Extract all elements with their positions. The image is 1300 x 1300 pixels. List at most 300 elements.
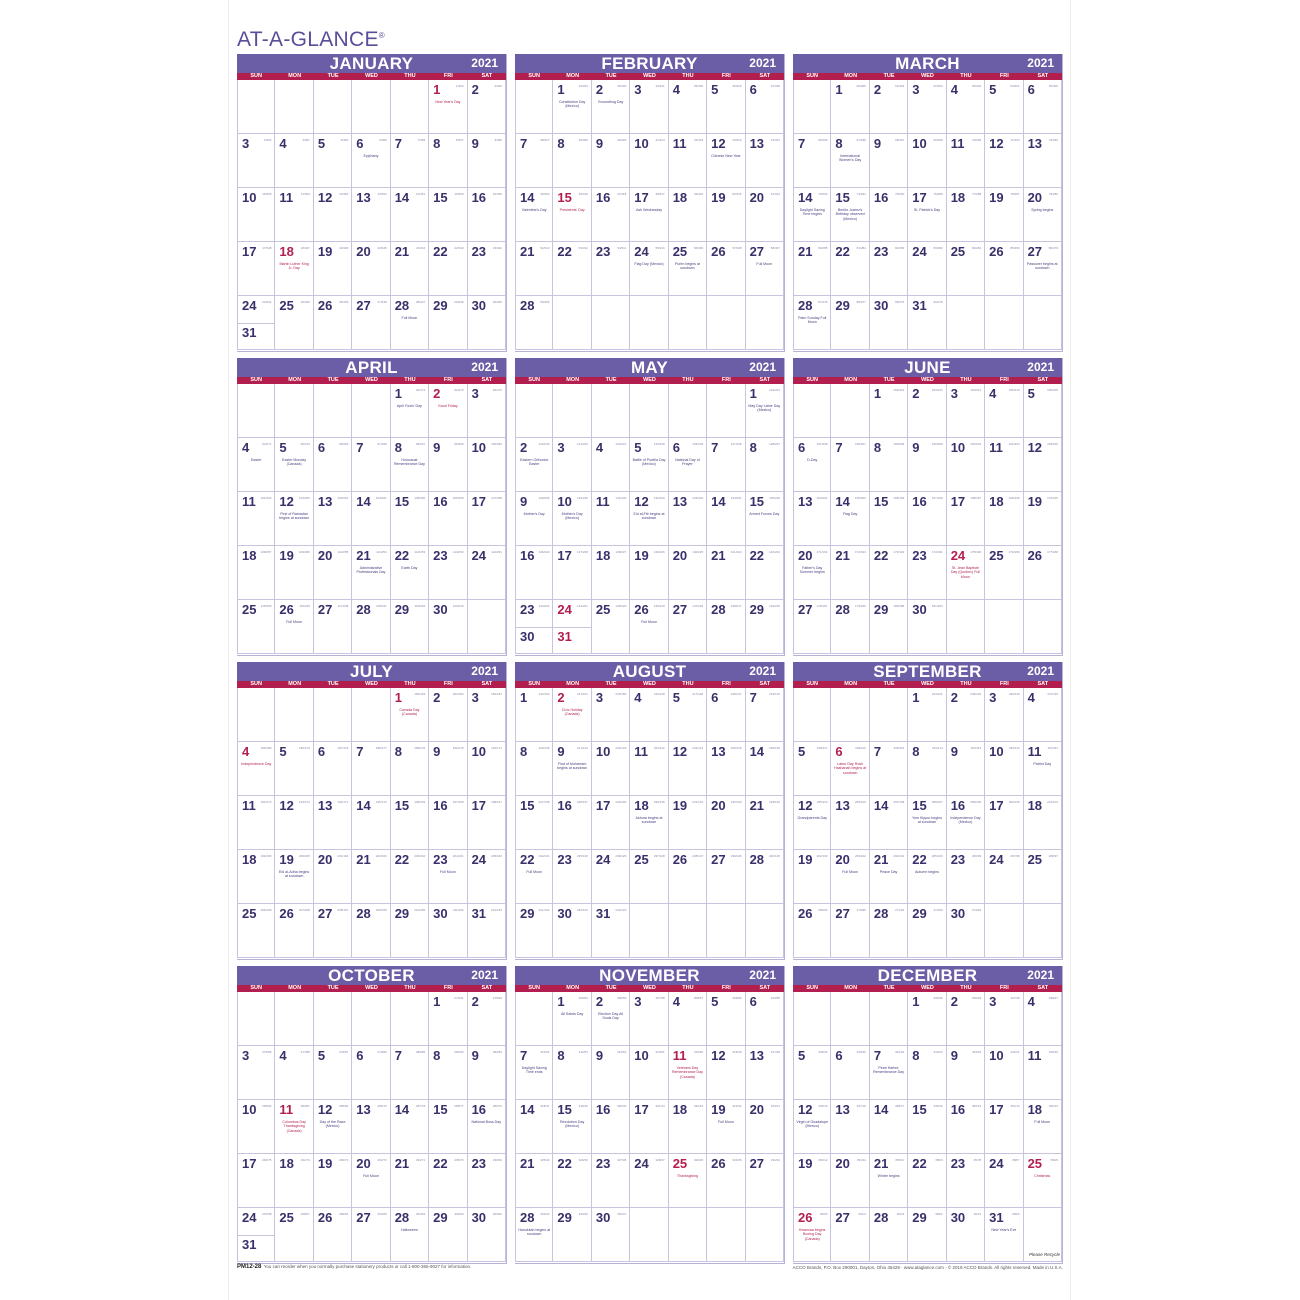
day-cell[interactable] [592,546,630,600]
day-cell[interactable] [707,492,745,546]
day-cell[interactable] [707,188,745,242]
day-cell[interactable] [669,796,707,850]
day-cell[interactable] [870,546,908,600]
day-cell[interactable] [1024,742,1062,796]
day-cell[interactable] [515,742,553,796]
day-cell[interactable] [352,1100,390,1154]
day-cell[interactable] [985,384,1023,438]
day-cell[interactable] [429,688,467,742]
day-cell[interactable] [592,80,630,134]
day-cell[interactable] [314,188,352,242]
day-cell[interactable] [707,796,745,850]
day-cell[interactable] [947,80,985,134]
day-cell[interactable] [515,188,553,242]
day-cell[interactable] [275,134,313,188]
day-cell[interactable] [553,1046,591,1100]
day-cell[interactable] [592,1208,630,1262]
day-cell[interactable] [630,992,668,1046]
day-cell[interactable] [908,850,946,904]
day-cell[interactable] [391,134,429,188]
day-cell[interactable] [515,1154,553,1208]
day-cell[interactable] [746,992,784,1046]
day-cell[interactable] [553,80,591,134]
day-cell[interactable] [468,688,506,742]
day-cell[interactable] [553,688,591,742]
day-cell[interactable] [870,492,908,546]
day-cell[interactable] [870,384,908,438]
day-cell[interactable] [1024,134,1062,188]
day-cell[interactable] [1024,546,1062,600]
day-cell[interactable] [793,438,831,492]
day-cell[interactable] [275,492,313,546]
day-cell[interactable] [352,904,390,958]
day-cell[interactable] [515,904,553,958]
day-cell[interactable] [1024,850,1062,904]
day-cell[interactable] [746,80,784,134]
day-cell[interactable] [1024,384,1062,438]
day-cell[interactable] [592,600,630,654]
day-cell[interactable] [515,134,553,188]
day-cell[interactable] [630,80,668,134]
day-cell[interactable] [237,492,275,546]
day-cell[interactable] [352,188,390,242]
day-cell[interactable] [429,992,467,1046]
day-cell[interactable] [707,242,745,296]
day-cell[interactable] [630,546,668,600]
day-cell[interactable] [429,296,467,350]
day-cell[interactable] [468,546,506,600]
day-cell[interactable] [592,242,630,296]
day-cell[interactable] [831,796,869,850]
day-cell[interactable] [985,134,1023,188]
day-cell[interactable] [515,546,553,600]
day-cell[interactable] [468,1208,506,1262]
day-cell[interactable] [947,904,985,958]
day-cell[interactable] [592,492,630,546]
day-cell[interactable] [237,1208,275,1262]
day-cell[interactable] [746,1046,784,1100]
day-cell[interactable] [237,134,275,188]
day-cell[interactable] [746,742,784,796]
day-cell[interactable] [669,242,707,296]
day-cell[interactable] [275,1154,313,1208]
day-cell[interactable] [669,1154,707,1208]
day-cell[interactable] [237,1046,275,1100]
day-cell[interactable] [793,796,831,850]
day-cell[interactable] [391,546,429,600]
day-cell[interactable] [985,992,1023,1046]
day-cell[interactable] [947,1046,985,1100]
day-cell[interactable] [429,1208,467,1262]
day-cell[interactable] [908,688,946,742]
day-cell[interactable] [468,80,506,134]
day-cell[interactable] [908,296,946,350]
day-cell[interactable] [831,492,869,546]
day-cell[interactable] [793,134,831,188]
day-cell[interactable] [831,1046,869,1100]
day-cell[interactable] [669,688,707,742]
day-cell[interactable] [314,1100,352,1154]
day-cell[interactable] [793,492,831,546]
day-cell[interactable] [870,242,908,296]
day-cell[interactable] [1024,492,1062,546]
day-cell[interactable] [947,438,985,492]
day-cell[interactable] [746,1154,784,1208]
day-cell[interactable] [237,438,275,492]
day-cell[interactable] [275,1100,313,1154]
day-cell[interactable] [908,546,946,600]
day-cell[interactable] [391,904,429,958]
day-cell[interactable] [391,1100,429,1154]
day-cell[interactable] [870,1100,908,1154]
day-cell[interactable] [275,242,313,296]
day-cell[interactable] [352,492,390,546]
day-cell[interactable] [515,492,553,546]
day-cell[interactable] [391,688,429,742]
day-cell[interactable] [429,546,467,600]
day-cell[interactable] [746,850,784,904]
day-cell[interactable] [630,1100,668,1154]
day-cell[interactable] [793,1100,831,1154]
day-cell[interactable] [831,80,869,134]
day-cell[interactable] [707,992,745,1046]
day-cell[interactable] [352,134,390,188]
day-cell[interactable] [352,296,390,350]
day-cell[interactable] [275,600,313,654]
day-cell[interactable] [237,242,275,296]
day-cell[interactable] [275,188,313,242]
day-cell[interactable] [793,546,831,600]
day-cell[interactable] [630,796,668,850]
day-cell[interactable] [746,600,784,654]
day-cell[interactable] [592,1154,630,1208]
day-cell[interactable] [947,546,985,600]
day-cell[interactable] [908,1100,946,1154]
day-cell[interactable] [630,1046,668,1100]
day-cell[interactable] [429,600,467,654]
day-cell[interactable] [630,1154,668,1208]
day-cell[interactable] [908,438,946,492]
day-cell[interactable] [947,134,985,188]
day-cell[interactable] [352,1046,390,1100]
day-cell[interactable] [592,992,630,1046]
day-cell[interactable] [831,600,869,654]
day-cell[interactable] [630,850,668,904]
day-cell[interactable] [429,492,467,546]
day-cell[interactable] [985,688,1023,742]
day-cell[interactable] [1024,1046,1062,1100]
day-cell[interactable] [630,188,668,242]
day-cell[interactable] [553,492,591,546]
day-cell[interactable] [352,1154,390,1208]
day-cell[interactable] [908,134,946,188]
day-cell[interactable] [707,134,745,188]
day-cell[interactable] [947,796,985,850]
day-cell[interactable] [275,546,313,600]
day-cell[interactable] [275,850,313,904]
day-cell[interactable] [630,438,668,492]
day-cell[interactable] [275,1046,313,1100]
day-cell[interactable] [1024,438,1062,492]
day-cell[interactable] [746,134,784,188]
day-cell[interactable] [985,80,1023,134]
day-cell[interactable] [908,904,946,958]
day-cell[interactable] [947,1100,985,1154]
day-cell[interactable] [947,188,985,242]
day-cell[interactable] [985,796,1023,850]
day-cell[interactable] [314,242,352,296]
day-cell[interactable] [746,438,784,492]
day-cell[interactable] [908,80,946,134]
day-cell[interactable] [870,1046,908,1100]
day-cell[interactable] [669,1046,707,1100]
day-cell[interactable] [468,742,506,796]
day-cell[interactable] [831,134,869,188]
day-cell[interactable] [870,600,908,654]
day-cell[interactable] [947,1208,985,1262]
day-cell[interactable] [630,688,668,742]
day-cell[interactable] [553,546,591,600]
day-cell[interactable] [746,242,784,296]
day-cell[interactable] [592,188,630,242]
day-cell[interactable] [1024,1100,1062,1154]
day-cell[interactable] [352,600,390,654]
day-cell[interactable] [592,438,630,492]
day-cell[interactable] [468,796,506,850]
day-cell[interactable] [275,904,313,958]
day-cell[interactable] [237,296,275,350]
day-cell[interactable] [515,688,553,742]
day-cell[interactable] [553,1154,591,1208]
day-cell[interactable] [669,1100,707,1154]
day-cell[interactable] [553,992,591,1046]
day-cell[interactable] [985,742,1023,796]
day-cell[interactable] [947,492,985,546]
day-cell[interactable] [831,1154,869,1208]
day-cell[interactable] [793,242,831,296]
day-cell[interactable] [391,384,429,438]
day-cell[interactable] [314,600,352,654]
day-cell[interactable] [391,1046,429,1100]
day-cell[interactable] [592,904,630,958]
day-cell[interactable] [468,1046,506,1100]
day-cell[interactable] [515,796,553,850]
day-cell[interactable] [908,1154,946,1208]
day-cell[interactable] [275,796,313,850]
day-cell[interactable] [793,904,831,958]
day-cell[interactable] [831,850,869,904]
day-cell[interactable] [870,904,908,958]
day-cell[interactable] [947,1154,985,1208]
day-cell[interactable] [870,438,908,492]
day-cell[interactable] [908,992,946,1046]
day-cell[interactable] [468,384,506,438]
day-cell[interactable] [429,1046,467,1100]
day-cell[interactable] [237,742,275,796]
day-cell[interactable] [908,188,946,242]
day-cell[interactable] [515,1046,553,1100]
day-cell[interactable] [352,742,390,796]
day-cell[interactable] [985,1046,1023,1100]
day-cell[interactable] [468,992,506,1046]
day-cell[interactable] [429,242,467,296]
day-cell[interactable] [352,242,390,296]
day-cell[interactable] [630,242,668,296]
day-cell[interactable] [870,188,908,242]
day-cell[interactable] [831,742,869,796]
day-cell[interactable] [870,80,908,134]
day-cell[interactable] [908,242,946,296]
day-cell[interactable] [985,188,1023,242]
day-cell[interactable] [908,600,946,654]
day-cell[interactable] [746,384,784,438]
day-cell[interactable] [275,742,313,796]
day-cell[interactable] [515,1208,553,1262]
day-cell[interactable] [515,850,553,904]
day-cell[interactable] [707,742,745,796]
day-cell[interactable] [553,904,591,958]
day-cell[interactable] [831,242,869,296]
day-cell[interactable] [870,1154,908,1208]
day-cell[interactable] [314,438,352,492]
day-cell[interactable] [870,1208,908,1262]
day-cell[interactable] [237,850,275,904]
day-cell[interactable] [870,134,908,188]
day-cell[interactable] [793,850,831,904]
day-cell[interactable] [1024,80,1062,134]
day-cell[interactable] [669,600,707,654]
day-cell[interactable] [468,1154,506,1208]
day-cell[interactable] [553,1100,591,1154]
day-cell[interactable] [352,1208,390,1262]
day-cell[interactable] [391,242,429,296]
day-cell[interactable] [468,188,506,242]
day-cell[interactable] [793,296,831,350]
day-cell[interactable] [985,1154,1023,1208]
day-cell[interactable] [831,1100,869,1154]
day-cell[interactable] [468,134,506,188]
day-cell[interactable] [391,438,429,492]
day-cell[interactable] [314,850,352,904]
day-cell[interactable] [870,296,908,350]
day-cell[interactable] [793,742,831,796]
day-cell[interactable] [870,796,908,850]
day-cell[interactable] [947,242,985,296]
day-cell[interactable] [391,742,429,796]
day-cell[interactable] [793,1154,831,1208]
day-cell[interactable] [669,850,707,904]
day-cell[interactable] [630,600,668,654]
day-cell[interactable] [429,742,467,796]
day-cell[interactable] [515,600,553,654]
day-cell[interactable] [630,492,668,546]
day-cell[interactable] [793,600,831,654]
day-cell[interactable] [592,742,630,796]
day-cell[interactable] [553,134,591,188]
day-cell[interactable] [746,688,784,742]
day-cell[interactable] [352,796,390,850]
day-cell[interactable] [707,1100,745,1154]
day-cell[interactable] [553,850,591,904]
day-cell[interactable] [237,796,275,850]
day-cell[interactable] [592,796,630,850]
day-cell[interactable] [985,492,1023,546]
day-cell[interactable] [468,242,506,296]
day-cell[interactable] [746,492,784,546]
day-cell[interactable] [908,492,946,546]
day-cell[interactable] [831,438,869,492]
day-cell[interactable] [669,546,707,600]
day-cell[interactable] [429,904,467,958]
day-cell[interactable] [947,688,985,742]
day-cell[interactable] [429,796,467,850]
day-cell[interactable] [669,134,707,188]
day-cell[interactable] [314,1208,352,1262]
day-cell[interactable] [391,492,429,546]
day-cell[interactable] [237,546,275,600]
day-cell[interactable] [429,1154,467,1208]
day-cell[interactable] [553,1208,591,1262]
day-cell[interactable] [746,1100,784,1154]
day-cell[interactable] [746,796,784,850]
day-cell[interactable] [391,296,429,350]
day-cell[interactable] [553,242,591,296]
day-cell[interactable] [429,188,467,242]
day-cell[interactable] [391,850,429,904]
day-cell[interactable] [707,850,745,904]
day-cell[interactable] [947,992,985,1046]
day-cell[interactable] [314,134,352,188]
day-cell[interactable] [592,1046,630,1100]
day-cell[interactable] [314,904,352,958]
day-cell[interactable] [429,850,467,904]
day-cell[interactable] [314,1046,352,1100]
day-cell[interactable] [429,438,467,492]
day-cell[interactable] [669,742,707,796]
day-cell[interactable] [793,1208,831,1262]
day-cell[interactable] [237,188,275,242]
day-cell[interactable] [553,796,591,850]
day-cell[interactable] [1024,688,1062,742]
day-cell[interactable] [237,1154,275,1208]
day-cell[interactable] [630,742,668,796]
day-cell[interactable] [553,188,591,242]
day-cell[interactable] [391,1208,429,1262]
day-cell[interactable] [908,384,946,438]
day-cell[interactable] [391,796,429,850]
day-cell[interactable] [468,850,506,904]
day-cell[interactable] [870,850,908,904]
day-cell[interactable] [391,600,429,654]
day-cell[interactable] [275,1208,313,1262]
day-cell[interactable] [707,80,745,134]
day-cell[interactable] [468,492,506,546]
day-cell[interactable] [831,296,869,350]
day-cell[interactable] [468,1100,506,1154]
day-cell[interactable] [985,850,1023,904]
day-cell[interactable] [669,80,707,134]
day-cell[interactable] [352,850,390,904]
day-cell[interactable] [275,438,313,492]
day-cell[interactable] [515,438,553,492]
day-cell[interactable] [314,742,352,796]
day-cell[interactable] [985,1208,1023,1262]
day-cell[interactable] [908,1208,946,1262]
day-cell[interactable] [592,1100,630,1154]
day-cell[interactable] [1024,242,1062,296]
day-cell[interactable] [793,1046,831,1100]
day-cell[interactable] [831,188,869,242]
